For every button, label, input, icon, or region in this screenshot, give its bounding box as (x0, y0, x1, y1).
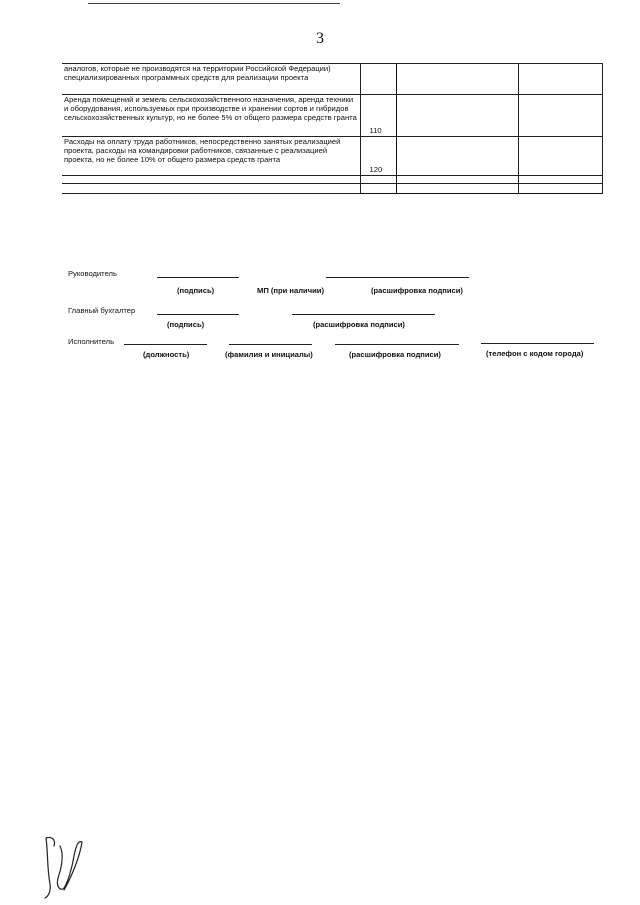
page-number: 3 (316, 30, 324, 47)
handwritten-signature-icon (38, 832, 88, 900)
row-name-cell: Аренда помещений и земель сельскохозяйственного назначения, аренда техники и оборудования, используемых при производстве и хранении сортов и гибридов сельскохозяйственных культур, но не более 5% от общего размера средств гранта (62, 95, 360, 137)
accountant-label: Главный бухгалтер (68, 306, 136, 315)
table-row (62, 64, 602, 95)
executor-name-line (229, 344, 312, 345)
value-cell (518, 64, 602, 95)
table-row-blank (62, 176, 602, 184)
accountant-sign-caption: (подпись) (167, 320, 205, 329)
top-rule (88, 3, 340, 4)
executor-decode-caption: (расшифровка подписи) (349, 350, 441, 359)
head-decode-caption: (расшифровка подписи) (371, 286, 463, 295)
row-name-cell: Расходы на оплату труда работников, непосредственно занятых реализацией проекта, расходы на командировки работников, связанные с реализацией проекта, но не более 10% от общего размера средств гранта (62, 137, 360, 176)
executor-phone-caption: (телефон с кодом города) (486, 349, 584, 358)
executor-position-line (124, 344, 207, 345)
head-label: Руководитель (68, 269, 117, 278)
table-row-blank (62, 184, 602, 194)
executor-position-caption: (должность) (143, 350, 190, 359)
value-cell (518, 137, 602, 176)
table-row (62, 95, 602, 137)
head-sign-caption: (подпись) (177, 286, 215, 295)
head-decode-line (326, 277, 469, 278)
executor-decode-line (335, 344, 459, 345)
row-code-cell (360, 64, 396, 95)
accountant-decode-caption: (расшифровка подписи) (313, 320, 405, 329)
value-cell (396, 137, 518, 176)
row-code-cell: 110 (360, 95, 396, 137)
value-cell (396, 95, 518, 137)
accountant-decode-line (292, 314, 435, 315)
value-cell (518, 95, 602, 137)
stamp-caption: МП (при наличии) (257, 286, 325, 295)
value-cell (396, 64, 518, 95)
table-row (62, 137, 602, 176)
grant-expense-table (62, 63, 603, 194)
row-name-cell: аналогов, которые не производятся на территории Российской Федерации) специализированных программных средств для реализации проекта (62, 64, 360, 95)
executor-phone-line (481, 343, 594, 344)
executor-name-caption: (фамилия и инициалы) (225, 350, 313, 359)
row-code-cell: 120 (360, 137, 396, 176)
head-sign-line (157, 277, 239, 278)
accountant-sign-line (157, 314, 239, 315)
executor-label: Исполнитель (68, 337, 115, 346)
